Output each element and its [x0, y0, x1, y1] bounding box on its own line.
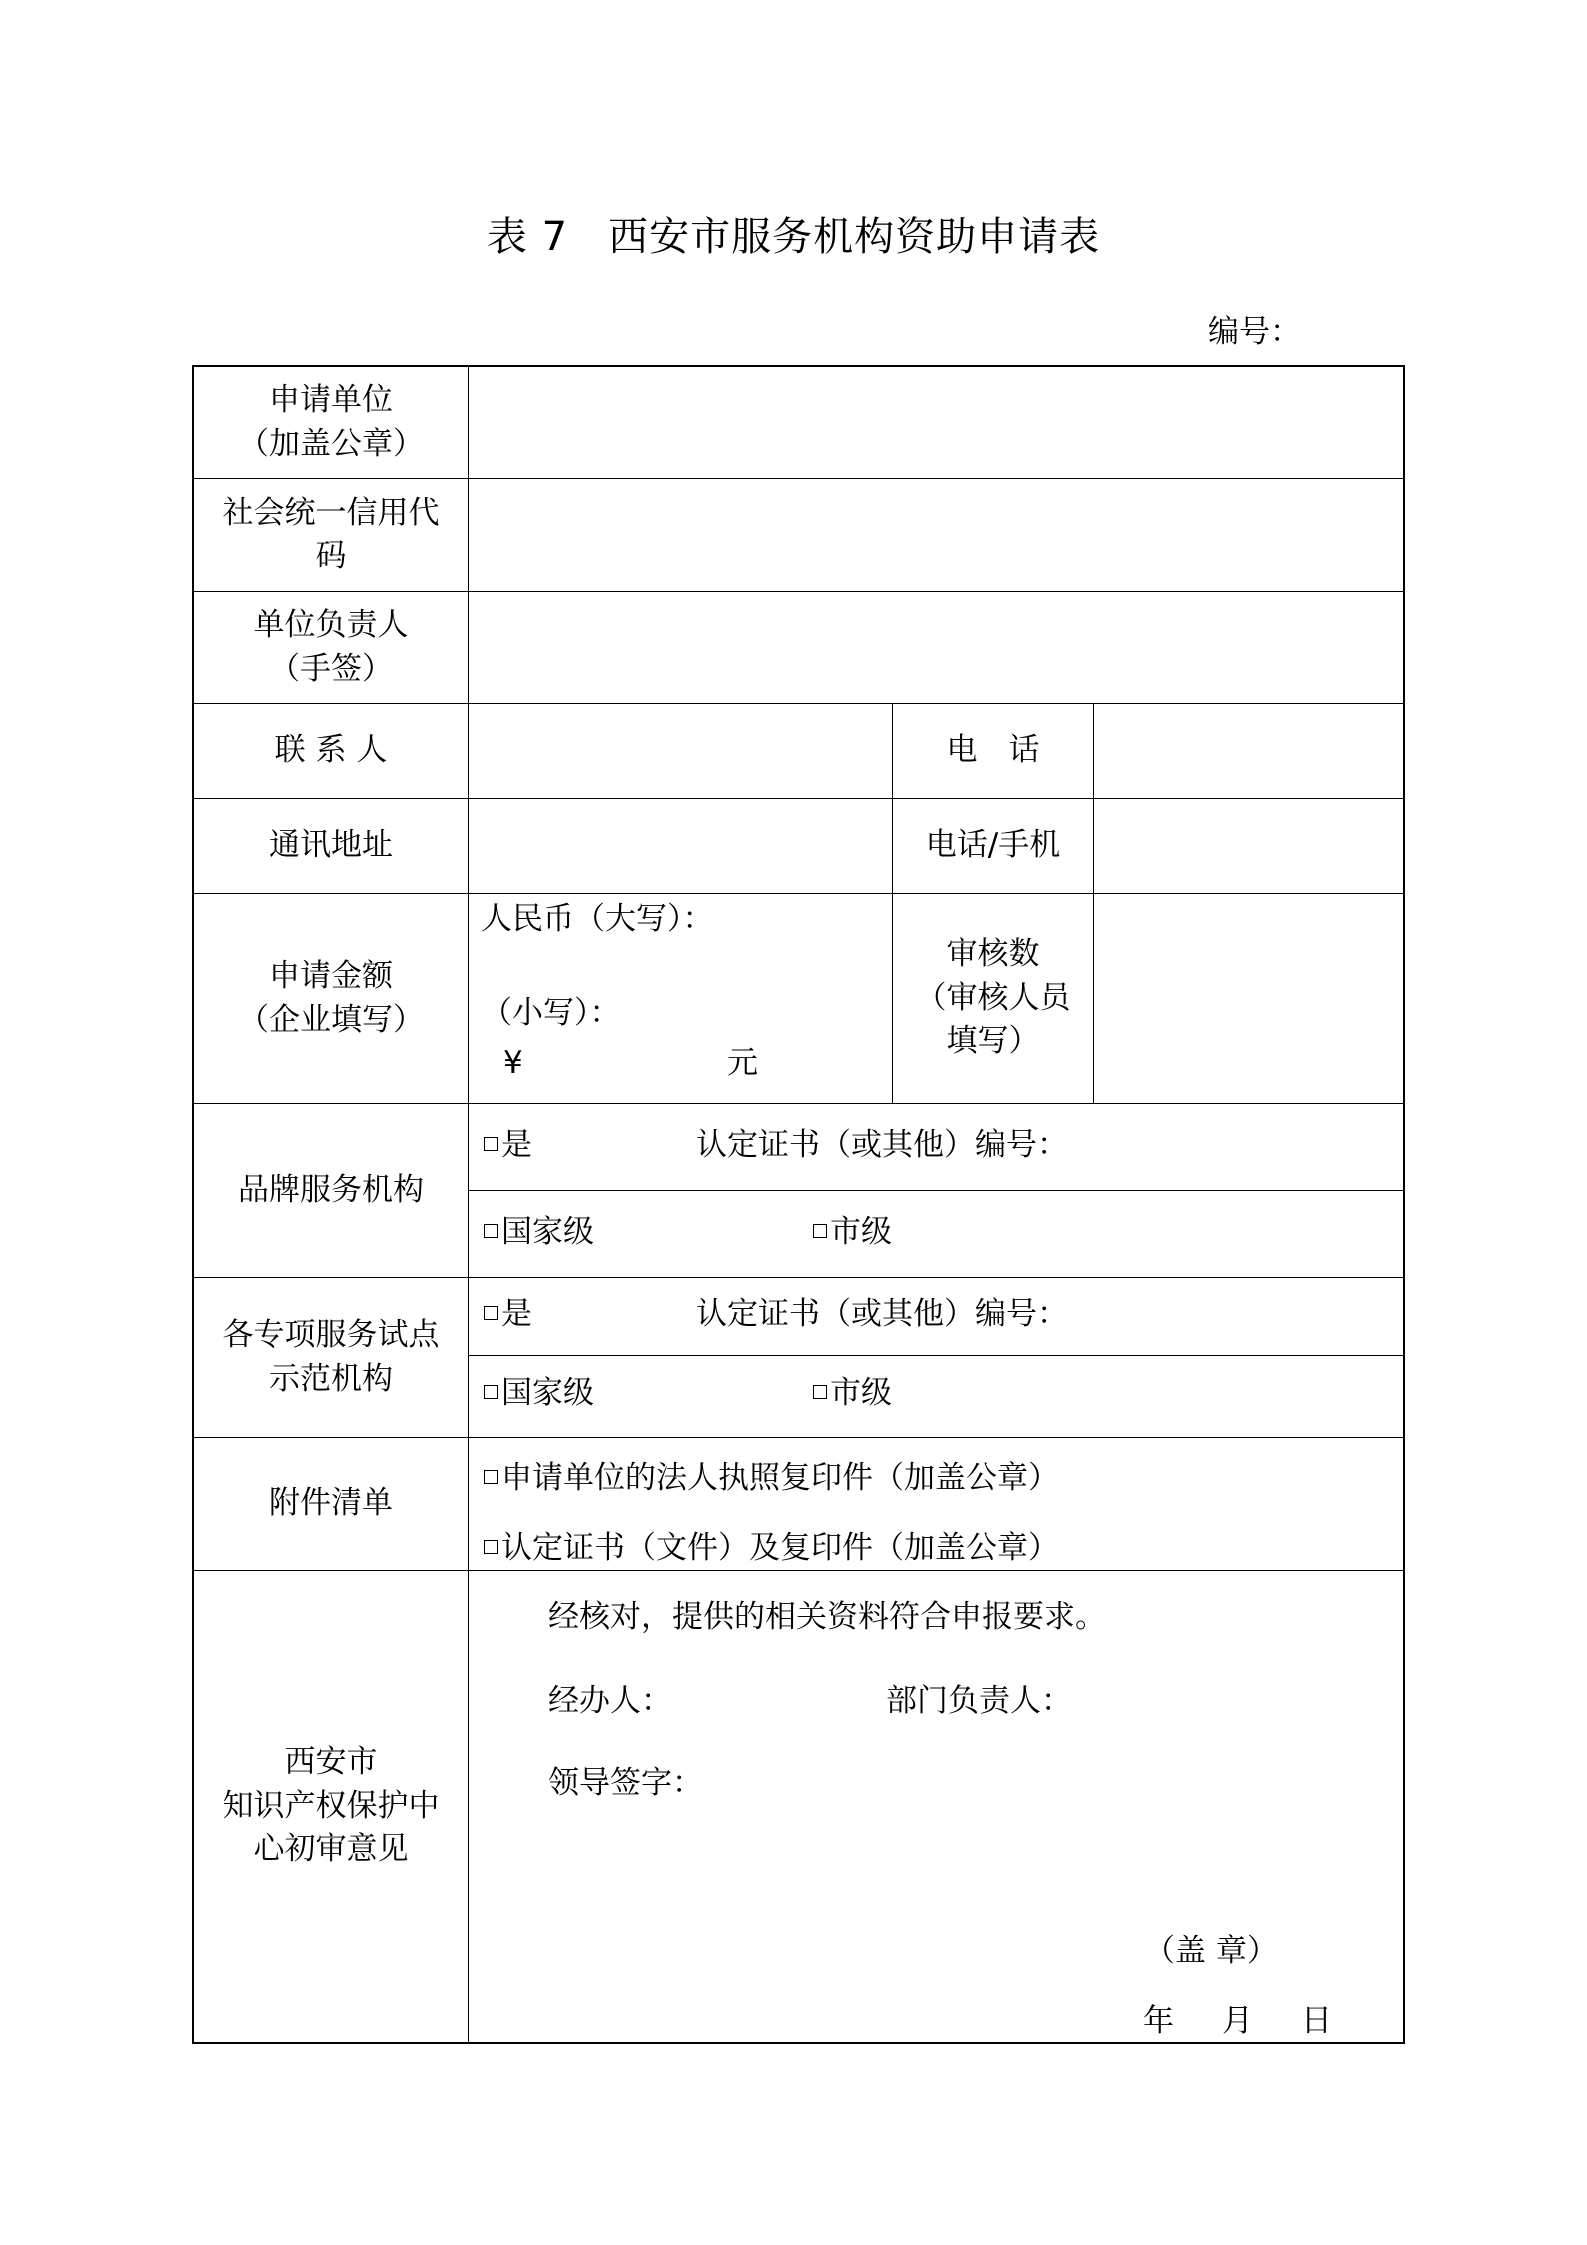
dept-head-label: 部门负责人：: [886, 1683, 1072, 1719]
checkbox-icon[interactable]: [484, 1306, 498, 1320]
checkbox-icon[interactable]: [484, 1385, 498, 1399]
brand-city-option[interactable]: 市级: [813, 1206, 892, 1251]
center-review-label: 西安市 知识产权保护中 心初审意见: [222, 1744, 440, 1868]
credit-code-label: 社会统一信用代 码: [222, 494, 440, 574]
checkbox-icon[interactable]: [813, 1224, 827, 1238]
date-year-label: 年: [1143, 2003, 1174, 2039]
audit-amount-label: 审核数 （审核人员 填写）: [915, 936, 1071, 1060]
applicant-label: 申请单位 （加盖公章）: [238, 382, 424, 462]
serial-number-label: 编号：: [1208, 314, 1301, 350]
form-title: 表 7 西安市服务机构资助申请表: [486, 214, 1101, 260]
attachment-certificate-option[interactable]: 认定证书（文件）及复印件（加盖公章）: [484, 1522, 1059, 1567]
phone-field[interactable]: [1094, 704, 1403, 798]
leader-signature-label: 领导签字：: [548, 1765, 703, 1801]
address-label: 通讯地址: [269, 827, 393, 864]
phone-label: 电 话: [946, 732, 1040, 769]
application-form-table: [192, 365, 1405, 2044]
brand-yes-option[interactable]: 是: [484, 1119, 532, 1164]
rmb-uppercase-label: 人民币（大写）：: [481, 901, 714, 937]
yuan-unit: 元: [727, 1045, 758, 1081]
checkbox-icon[interactable]: [813, 1385, 827, 1399]
credit-code-field[interactable]: [469, 479, 1403, 591]
pilot-institution-label: 各专项服务试点 示范机构: [222, 1317, 440, 1397]
yen-sign: ¥: [503, 1045, 523, 1081]
contact-field[interactable]: [469, 704, 892, 798]
mobile-field[interactable]: [1094, 799, 1403, 893]
checkbox-icon[interactable]: [484, 1540, 498, 1554]
mobile-label: 电话/手机: [925, 827, 1061, 864]
unit-head-label: 单位负责人 （手签）: [253, 607, 409, 687]
date-month-label: 月: [1222, 2003, 1253, 2039]
amount-field[interactable]: [469, 894, 892, 1103]
applicant-field[interactable]: [469, 367, 1403, 478]
pilot-yes-option[interactable]: 是: [484, 1288, 532, 1333]
date-day-label: 日: [1301, 2003, 1332, 2039]
rmb-lowercase-label: （小写）：: [481, 995, 621, 1031]
address-field[interactable]: [469, 799, 892, 893]
handler-label: 经办人：: [548, 1683, 672, 1719]
verified-statement: 经核对，提供的相关资料符合申报要求。: [548, 1599, 1106, 1635]
subrow-divider: [468, 1355, 1403, 1356]
brand-national-option[interactable]: 国家级: [484, 1206, 594, 1251]
brand-cert-number-label: 认定证书（或其他）编号：: [696, 1127, 1068, 1163]
checkbox-icon[interactable]: [484, 1224, 498, 1238]
unit-head-signature-field[interactable]: [469, 592, 1403, 703]
seal-label: （盖 章）: [1144, 1933, 1278, 1969]
subrow-divider: [468, 1190, 1403, 1191]
brand-institution-label: 品牌服务机构: [238, 1171, 424, 1208]
contact-label: 联 系 人: [274, 732, 388, 769]
attachments-label: 附件清单: [269, 1485, 393, 1522]
audit-amount-field[interactable]: [1094, 894, 1403, 1103]
attachment-license-option[interactable]: 申请单位的法人执照复印件（加盖公章）: [484, 1452, 1059, 1497]
checkbox-icon[interactable]: [484, 1137, 498, 1151]
pilot-cert-number-label: 认定证书（或其他）编号：: [696, 1296, 1068, 1332]
checkbox-icon[interactable]: [484, 1470, 498, 1484]
pilot-city-option[interactable]: 市级: [813, 1367, 892, 1412]
amount-label: 申请金额 （企业填写）: [238, 958, 424, 1038]
pilot-national-option[interactable]: 国家级: [484, 1367, 594, 1412]
